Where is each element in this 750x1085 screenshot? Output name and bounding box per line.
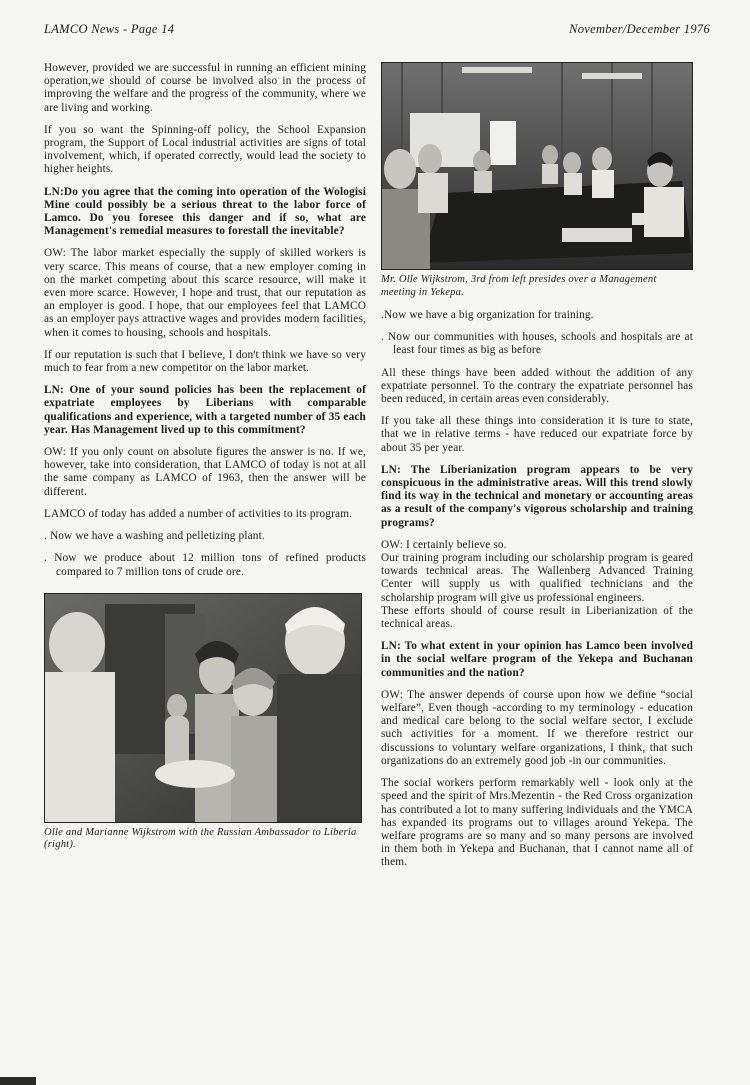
interview-question: LN:Do you agree that the coming into operation of the Wologisi Mine could possibly be a serious threat to the labor force of Lamco. Do you foresee this danger and if so, what are Management's remedial measures to forestall the inevitable? [44, 185, 366, 238]
left-column [44, 62, 366, 862]
paragraph: LAMCO of today has added a number of activities to its program. [44, 507, 353, 520]
paragraph: The social workers perform remarkably well - look only at the speed and the spirit of Mrs.Mezentin - the Red Cross organization has contributed a lot to many suffering individuals and the YMCA has expanded its programs out to villages around Yekepa. The welfare programs are so many and so many persons are involved in them both in Yekepa and Buchanan, that I cannot name all of them. [381, 777, 693, 869]
interview-question: LN: One of your sound policies has been the replacement of expatriate employees by Liberians with comparable qualifications and experience, with a targeted number of 35 each year. Has Management lived up to this commitment? [44, 384, 366, 436]
interview-question: LN: The Liberianization program appears to be very conspicuous in the administrative areas. Will this trend slowly find its way in the technical and monetary or accounting areas as a result of the company's vigorous scholarship and training programs? [381, 463, 693, 529]
paragraph: All these things have been added without the addition of any expatriate personnel. To the contrary the expatriate personnel has been reduced, in certain areas even considerably. [381, 366, 693, 406]
paragraph: OW: The labor market especially the supply of skilled workers is very scarce. This means of course, that a new employer coming in on the market competing about this scarce resource, will make it even more scarce. However, I hope and trust, that our reputation as an employer is good. I hope, that our employees feel that LAMCO as an employer pays attractive wages and provides modern facilities, when it comes to housing, schools and hospitals. [44, 247, 366, 339]
ambassador-photo-caption: Olle and Marianne Wijkstrom with the Russian Ambassador to Liberia (right). [44, 826, 357, 851]
bullet-item: . Now our communities with houses, schools and hospitals are at least four times as big as before [381, 331, 693, 357]
management-meeting-caption: Mr. Olle Wijkstrom, 3rd from left presides over a Management meeting in Yekepa. [381, 274, 657, 298]
paragraph: Our training program including our scholarship program is geared towards technical areas. The Wallenberg Advanced Training Center will supply us with qualified technicians and the scholarship program will give us professional engineers. [381, 552, 693, 604]
paragraph: If you so want the Spinning-off policy, the School Expansion program, the Support of Local industrial activities are signs of total involvement, which, if operated correctly, would lead the society to higher heights. [44, 123, 366, 176]
paragraph: If our reputation is such that I believe, I don't think we have so very much to fear from a new competitor on the labor market. [44, 348, 366, 375]
paragraph: OW: If you only count on absolute figures the answer is no. If we, however, take into consideration, that LAMCO of today is not at all the same company as LAMCO of 1963, then the answer will be different. [44, 446, 366, 498]
bullet-item: . Now we have a washing and pelletizing plant. [44, 530, 265, 543]
ambassador-photo-graphic [45, 594, 361, 822]
paragraph: These efforts should of course result in Liberianization of the technical areas. [381, 604, 693, 631]
ambassador-photo [44, 593, 362, 823]
bullet-item: .Now we have a big organization for training. [381, 309, 594, 321]
paragraph: If you take all these things into consideration it is ture to state, that we in relative terms - have reduced our expatriate force by about 35 per year. [381, 415, 693, 454]
paragraph: OW: The answer depends of course upon how we define “social welfare”, Even though -according to my terminology - education and medical care belong to the social welfare sector, I exclude such activities for a moment. If we therefore restrict our discussions to voluntary welfare organizations, I think, that such organizations do an extremely good job -in our communities. [381, 688, 693, 767]
bullet-item: . Now we produce about 12 million tons of refined products compared to 7 million tons of crude ore. [44, 552, 366, 578]
scan-edge-mark [0, 1077, 36, 1085]
paragraph: OW: I certainly believe so. [381, 538, 507, 551]
right-column [381, 62, 693, 879]
issue-date: November/December 1976 [569, 22, 710, 36]
paragraph: However, provided we are successful in running an efficient mining operation,we should of course be involved also in the process of improving the welfare and the progress of the community, where we are living and working. [44, 62, 366, 114]
management-meeting-photo [381, 62, 693, 270]
publication-page-label: LAMCO News - Page 14 [44, 22, 175, 36]
interview-question: LN: To what extent in your opinion has Lamco been involved in the social welfare program of the Yekepa and Buchanan communities and the nation? [381, 640, 693, 679]
management-meeting-photo-graphic [382, 63, 692, 269]
page-header [44, 22, 710, 42]
